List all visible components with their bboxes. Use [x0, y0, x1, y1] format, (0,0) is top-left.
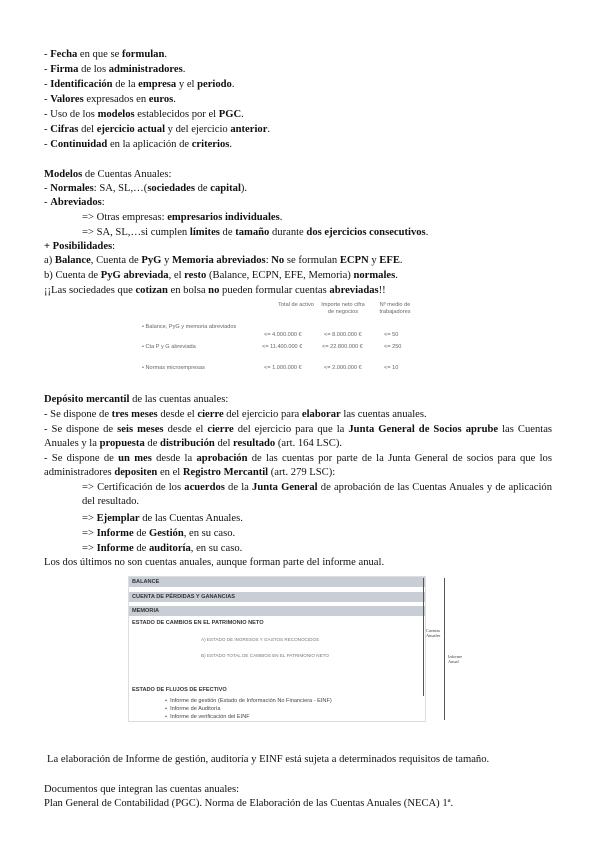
modelos-abreviados: - Abreviados:	[44, 197, 105, 208]
bullet-informe-gestion: • Informe de gestión (Estado de Información No Financiera - EINF)	[165, 698, 332, 704]
table-cell: • Balance, PyG y memoria abreviados	[142, 324, 237, 330]
list-item: - Valores expresados en euros.	[44, 94, 176, 105]
deposito-informe-gestion: => Informe de Gestión, en su caso.	[82, 528, 236, 539]
closing-documentos: Documentos que integran las cuentas anuales:	[44, 784, 240, 795]
cuentas-anuales-diagram	[128, 576, 426, 722]
cotizan-note: ¡¡Las sociedades que cotizan en bolsa no pueden formular cuentas abreviadas!!	[44, 285, 386, 296]
table-cell: <= 250	[384, 344, 402, 350]
table-cell: <= 50	[384, 332, 399, 338]
cuentas-anuales-brace	[423, 578, 424, 696]
table-header: Nº medio de trabajadores	[379, 302, 411, 315]
band-balance: BALANCE	[129, 577, 425, 587]
table-cell: • Normas microempresas	[142, 365, 205, 371]
size-thresholds-table	[140, 302, 420, 374]
deposito-ultimos: Los dos últimos no son cuentas anuales, aunque forman parte del informe anual.	[44, 557, 385, 568]
modelos-posibilidades: + Posibilidades:	[44, 241, 116, 252]
modelos-normales: - Normales: SA, SL,…(sociedades de capital).	[44, 183, 248, 194]
ecpn-title: ESTADO DE CAMBIOS EN EL PATRIMONIO NETO	[132, 620, 264, 626]
table-cell: <= 22.800.000 €	[322, 344, 363, 350]
band-memoria: MEMORIA	[129, 606, 425, 616]
list-item: - Firma de los administradores.	[44, 64, 186, 75]
table-header: Total de activo	[278, 302, 314, 308]
cuentas-anuales-label: Cuentas Anuales	[426, 628, 441, 638]
deposito-informe-auditoria: => Informe de auditoría, en su caso.	[82, 543, 243, 554]
ecpn-b: B) ESTADO TOTAL DE CAMBIOS EN EL PATRIMONIO NETO	[201, 653, 329, 658]
table-cell: <= 1.000.000 €	[264, 365, 302, 371]
modelos-otras-empresas: => Otras empresas: empresarios individuales.	[82, 212, 283, 223]
list-item: - Cifras del ejercicio actual y del ejercicio anterior.	[44, 124, 271, 135]
efe-title: ESTADO DE FLUJOS DE EFECTIVO	[132, 687, 227, 693]
table-header: Importe neto cifra de negocios	[321, 302, 365, 315]
closing-pgc: Plan General de Contabilidad (PGC). Norma de Elaboración de las Cuentas Anuales (NECA) 1ª.	[44, 798, 454, 809]
list-item: - Uso de los modelos establecidos por el PGC.	[44, 109, 244, 120]
bullet-verificacion-einf: • Informe de verificación del EINF	[165, 714, 250, 720]
table-cell: <= 11.400.000 €	[262, 344, 303, 350]
modelos-sa-sl: => SA, SL,…si cumplen límites de tamaño durante dos ejercicios consecutivos.	[82, 227, 429, 238]
deposito-seis-meses: - Se dispone de seis meses desde el cierre del ejercicio para que la Junta General de Socios aprube las Cuentas Anuales y la propuesta de distribución del resultado (art. 164 LSC).	[44, 424, 553, 449]
list-item: - Fecha en que se formulan.	[44, 49, 168, 60]
posibilidad-a: a) Balance, Cuenta de PyG y Memoria abreviados: No se formulan ECPN y EFE.	[44, 255, 403, 266]
informe-anual-label: Informe Anual	[448, 654, 463, 664]
deposito-heading: Depósito mercantil de las cuentas anuales:	[44, 394, 229, 405]
table-cell: <= 8.000.000 €	[324, 332, 362, 338]
deposito-ejemplar: => Ejemplar de las Cuentas Anuales.	[82, 513, 243, 524]
posibilidad-b: b) Cuenta de PyG abreviada, el resto (Balance, ECPN, EFE, Memoria) normales.	[44, 270, 398, 281]
deposito-certificacion: => Certificación de los acuerdos de la Junta General de aprobación de las Cuentas Anuales y de aplicación del resultado.	[82, 482, 553, 507]
closing-requisitos: La elaboración de Informe de gestión, auditoría y EINF está sujeta a determinados requisitos de tamaño.	[47, 754, 490, 765]
list-item: - Continuidad en la aplicación de criterios.	[44, 139, 233, 150]
band-pyg: CUENTA DE PÉRDIDAS Y GANANCIAS	[129, 592, 425, 602]
deposito-tres-meses: - Se dispone de tres meses desde el cierre del ejercicio para elaborar las cuentas anuales.	[44, 409, 427, 420]
informe-anual-brace	[444, 578, 445, 720]
bullet-informe-auditoria: • Informe de Auditoría	[165, 706, 221, 712]
table-cell: <= 2.000.000 €	[324, 365, 362, 371]
table-cell: <= 10	[384, 365, 399, 371]
list-item: - Identificación de la empresa y el periodo.	[44, 79, 235, 90]
ecpn-a: A) ESTADO DE INGRESOS Y GASTOS RECONOCIDOS	[201, 637, 320, 642]
modelos-heading: Modelos de Cuentas Anuales:	[44, 169, 172, 180]
deposito-un-mes: - Se dispone de un mes desde la aprobación de las cuentas por parte de la Junta General de socios para que los administradores depositen en el Registro Mercantil (art. 279 LSC):	[44, 453, 552, 478]
table-cell: • Cta P y G abreviada	[142, 344, 196, 350]
table-cell: <= 4.000.000 €	[264, 332, 302, 338]
